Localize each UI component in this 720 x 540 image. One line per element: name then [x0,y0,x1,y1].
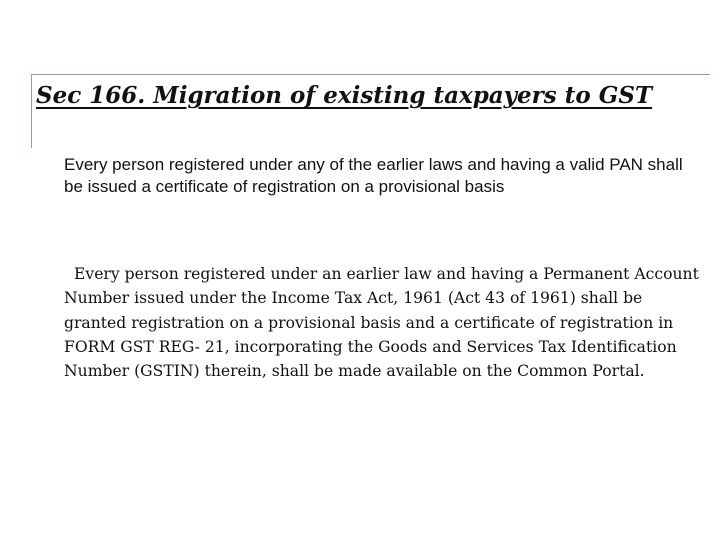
top-divider [31,74,710,75]
left-divider [31,74,32,148]
paragraph-provisional-certificate: Every person registered under any of the earlier laws and having a valid PAN shall be issued a certificate of registration on a provisional basis [64,155,683,196]
slide-title: Sec 166. Migration of existing taxpayers to GST [36,82,653,109]
paragraph-provisional-registration: Every person registered under an earlier law and having a Permanent Account Number issued under the Income Tax Act, 1961 (Act 43 of 1961) shall be granted registration on a provisional basis and a certificate of registration in FORM GST REG- 21, incorporating the Goods and Services Tax Identification Number (GSTIN) therein, shall be made available on the Common Portal. [64,265,699,381]
